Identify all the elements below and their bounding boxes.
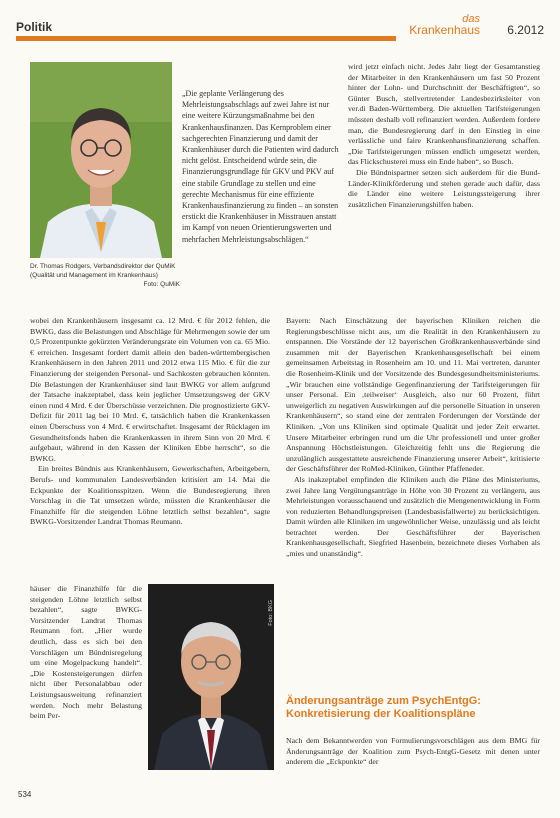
text-column-left <box>30 316 270 580</box>
portrait-illustration <box>148 584 274 770</box>
paragraph: Nach dem Bekanntwerden von Formulierungsvorschlägen aus dem BMG für Änderungsanträge der Koalition zum Psych-EntgG-Gesetz mit denen unter anderem die „Eckpunkte“ der <box>286 736 540 767</box>
photo1-credit: Foto: QuMiK <box>143 281 180 288</box>
pull-quote <box>182 88 342 245</box>
magazine-logo-line2: Krankenhaus <box>409 23 480 37</box>
page-header <box>16 14 544 54</box>
paragraph: wird jetzt einfach nicht. Jedes Jahr liegt der Gesamtanstieg der Mitarbeiter in den Krankenhäusern um fast 50 Prozent hinter der Lohn- und Durchschnitt der Beschäftigten“, so Günter Busch, stellvertretender Landesbezirksleiter von ver.di Baden-Württemberg. Die aktuellen Tarifsteigerungen müssten deshalb voll refinanziert werden. Außerdem fordere man, die Bundesregierung darf in den Einstieg in eine verlässliche und faire Krankenhausfinanzierung schaffen. „Die Tarifsteigerungen müssen endlich umgesetzt werden, das Flickschusterei muss ein Ende haben“, so Busch. <box>348 62 540 167</box>
portrait-illustration <box>30 62 172 258</box>
issue-number: 6.2012 <box>507 23 544 37</box>
paragraph: Bayern: Nach Einschätzung der bayerischen Kliniken reichen die Regierungsbeschlüsse nicht aus, um die Realität in den Krankenhäusern zu entspannen. Die Vorstände der 12 bayerischen Großkrankenhausverbände sind zusammen mit der Bayerischen Krankenhausgesellschaft bei einem gemeinsamen Arbeitstag in Rosenheim am 10. und 11. Mai vertreten, darunter die Rosenheim-Klinik und der Vorsitzende des Bundesgesundheitsministeriums. „Wir brauchen eine vollständige Gegenfinanzierung der Tarifsteigerungen für unser Personal. Ein ‚teilweiser‘ Ausgleich, also nur 60 Prozent, führt unweigerlich zu negativen Auswirkungen auf die personelle Situation in unseren Krankenhäusern“, so stand eine der zentralen Forderungen der Vorstände der Kliniken. „Von uns Kliniken sind optimale Qualität und jeder Zeit erwartet. Unsere Mitarbeiter erbringen rund um die Uhr professionell und unter großer Anspannung Höchstleistungen. Gleichzeitig fehlt uns die Regierung die unzulänglich ausgestattete ausreichende Finanzierung unserer Arbeit“, kritisierte der Geschäftsführer der RoMed-Kliniken, Günther Pfaffeneder. <box>286 316 540 474</box>
paragraph: wobei den Krankenhäusern insgesamt ca. 12 Mrd. € für 2012 fehlen, die BWKG, dass die Belastungen und Abschläge für Mehrmengen sowie der um 0,5 Prozentpunkte gekürzten Veränderungsrate ein Volumen von ca. 65 Mio. € erreichen. Insgesamt fordert damit allein den baden-württembergischen Krankenhäusern in den Jahren 2011 und 2012 etwa 115 Mio. € für die zur Finanzierung der steigenden Personal- und Sachkosten gebrauchen könnten. Die Belastungen der Krankenhäuser sind laut BWKG vor allem aufgrund der Tatsache inakzeptabel, dass kein jeglicher Umsetzungsweg der GKV einen rund 4 Mrd. € der Überschüsse verzeichnen. Die prognostizierte GKV-Defizit für 2011 lag bei 10 Mrd. €, tatsächlich haben die Krankenkassen einen Überschuss von 4 Mrd. € erwirtschaftet. Insgesamt der Rücklagen im Gesundheitsfonds haben die Krankenkassen in ihrem Sinn von 20 Mrd. € aufgebaut, während in den Kassen der Kliniken Ebbe herrscht“, so die BWKG. <box>30 316 270 463</box>
page-number: 534 <box>18 790 32 799</box>
magazine-logo <box>409 14 480 36</box>
rubric-bar <box>16 36 396 41</box>
paragraph: häuser die Finanzhilfe für die steigenden Löhne letztlich selbst bezahlen“, sagte BWKG-Vorsitzender Landrat Thomas Reumann fort. „Hier wurde deutlich, dass es sich bei den Vorschlägen um Bündnisregelung um eine Mogelpackung handelt“. „Die Kostensteigerungen dürfen nicht über Personalabbau oder Leistungsausweitung refinanziert werden. Noch mehr Belastung beim Per- <box>30 584 142 721</box>
pull-quote-text: „Die geplante Verlängerung des Mehrleistungsabschlags auf zwei Jahre ist nur eine weitere Kürzungsmaßnahme bei den Krankenhausfinanzen. Das Kernproblem einer sachgerechten Finanzierung und damit der Krankenhäuser durch die Patienten wird dadurch nicht gelöst. Entscheidend würde sein, die Finanzierungsgrundlage für GKV und PKV auf eine stabile Grundlage zu stellen und eine gerechte Mechanismus für eine effiziente Krankenhausfinanzierung zu finden – an sonsten erstickt die Krankenhäuser in Misstrauen anstatt im Kampf von neuen Orientierungswerten und mehrfachen Mehrleistungsabschlägen.“ <box>182 89 339 244</box>
portrait-photo-rodgers <box>30 62 172 258</box>
section-subheading: Änderungsanträge zum PsychEntgG: Konkretisierung der Koalitionspläne <box>286 695 481 720</box>
photo1-caption <box>30 262 180 289</box>
photo2-credit: Foto: BKG <box>268 600 274 626</box>
photo1-caption-text: Dr. Thomas Rodgers, Verbandsdirektor der QuMiK (Qualität und Management im Krankenhaus) <box>30 263 176 279</box>
portrait-photo-hasenbein <box>148 584 274 770</box>
text-column-right-bottom <box>286 736 540 776</box>
paragraph: Als inakzeptabel empfinden die Kliniken auch die Pläne des Ministeriums, zwei Jahre lang Vergütungsanträge in Höhe von 30 Prozent zu verlängern, aus Mehrleistungen vorausschauend und zusätzlich die Mengenentwicklung in Form von reduzierten Behandlungspreisen (Landesbasisfallwerte) zu berücksichtigen. Damit würden alle Kliniken im ungewöhnlicher Weise, unzulässig und als leicht betrachtet werden. Der Geschäftsführer der Bayerischen Krankenhausgesellschaft, Siegfried Hasenbein, bezeichnete dieses Vorhaben als „mies und unanständig“. <box>286 474 540 559</box>
paragraph: Ein breites Bündnis aus Krankenhäusern, Gewerkschaften, Arbeitgebern, Berufs- und kommunalen Landesverbänden kritisiert am 14. Mai die Eckpunkte der Koalitionsspitzen. Wenn die Bundesregierung ihren Vorschlag in die Tat umsetzen würde, müssten die Krankenhäuser die Finanzhilfe für die steigenden Löhne letztlich selbst bezahlen“, sagte BWKG-Vorsitzender Landrat Thomas Reumann. <box>30 464 270 527</box>
text-column-right <box>286 316 540 688</box>
paragraph: Die Bündnispartner setzen sich außerdem für die Bund-Länder-Klinikförderung und stehen gerade auch dafür, dass die Länder eine weitere Leistungssteigerung ihrer zusätzlichen Finanzierungshilfen haben. <box>348 167 540 209</box>
magazine-logo-line1: das <box>462 13 480 25</box>
text-column-left-narrow <box>30 584 142 784</box>
text-column-right-top <box>348 62 540 210</box>
section-rubric: Politik <box>16 20 53 34</box>
